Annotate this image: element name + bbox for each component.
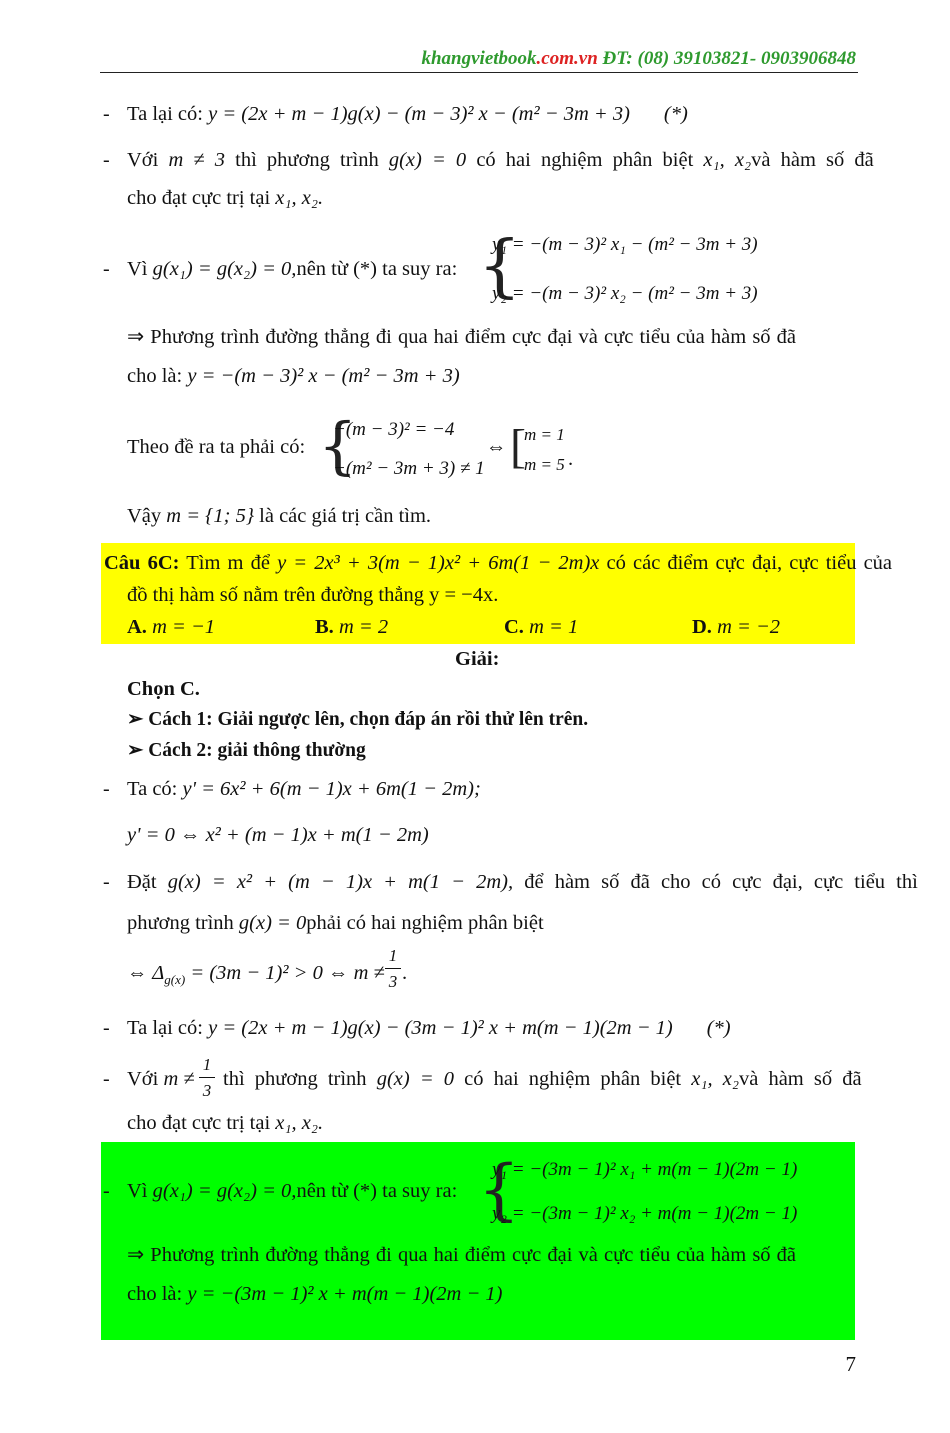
- line-4: Vì g(x₁) = g(x₂) = 0,nên từ (*) ta suy ra:: [127, 258, 458, 280]
- system-row: −(m − 3)² = −4: [333, 419, 455, 440]
- step-8: cho đạt cực trị tại x₁, x₂.: [127, 1112, 324, 1134]
- step-10: ⇒ Phương trình đường thẳng đi qua hai điểm cực đại và cực tiểu của hàm số đã: [127, 1244, 797, 1266]
- fraction-den: 3: [388, 972, 398, 991]
- bullet-dash: -: [103, 1017, 110, 1039]
- line-1: Ta lại có: y = (2x + m − 1)g(x) − (m − 3)² x − (m² − 3m + 3) (*): [127, 103, 688, 125]
- step-5: ⇔ $\Delta_{g(x)} = (3m - 1)^2 > 0$ ⇔ m ≠: [127, 962, 385, 988]
- step-1: Ta có: y' = 6x² + 6(m − 1)x + 6m(1 − 2m);: [127, 778, 481, 800]
- period: .: [568, 448, 574, 470]
- brace-icon: {: [478, 227, 522, 306]
- step-3: Đặt g(x) = x² + (m − 1)x + m(1 − 2m), để hàm số đã cho có cực đại, cực tiểu thì: [127, 871, 918, 893]
- system-row: −(m² − 3m + 3) ≠ 1: [333, 458, 485, 479]
- line-5: ⇒ Phương trình đường thẳng đi qua hai điểm cực đại và cực tiểu của hàm số đã: [127, 326, 797, 348]
- option-c: C. m = 1: [504, 616, 579, 638]
- question-line-2: đồ thị hàm số nằm trên đường thẳng y = −4x.: [127, 584, 499, 606]
- way-1: ➢ Cách 1: Giải ngược lên, chọn đáp án rồi thử lên trên.: [127, 709, 589, 730]
- line-7: Theo đề ra ta phải có:: [127, 436, 306, 458]
- bullet-dash: -: [103, 103, 110, 125]
- page-number: 7: [845, 1352, 856, 1376]
- brace-icon: {: [478, 1151, 520, 1228]
- fraction-num: 1: [388, 946, 398, 965]
- fraction-bar: [199, 1077, 215, 1078]
- line-6: cho là: y = −(m − 3)² x − (m² − 3m + 3): [127, 365, 460, 387]
- solution-choice: Chọn C.: [127, 678, 200, 700]
- step-7-a: Với m ≠: [127, 1068, 195, 1090]
- step-2: y' = 0 ⇔ x² + (m − 1)x + m(1 − 2m): [127, 824, 429, 846]
- fraction-num: 1: [202, 1055, 212, 1074]
- system-row: y₂ = −(3m − 1)² x₂ + m(m − 1)(2m − 1): [492, 1203, 798, 1224]
- header-rule: [100, 72, 858, 73]
- option-b: B. m = 2: [315, 616, 389, 638]
- brace-icon: {: [318, 409, 358, 482]
- step-11: cho là: y = −(3m − 1)² x + m(m − 1)(2m − 1): [127, 1283, 503, 1305]
- fraction-den: 3: [202, 1081, 212, 1100]
- line-3: cho đạt cực trị tại x₁, x₂.: [127, 187, 324, 209]
- header-site: khangvietbook.com.vn ĐT: (08) 39103821- 0903906848: [421, 48, 856, 69]
- bullet-dash: -: [103, 778, 110, 800]
- system-row: m = 5: [524, 455, 565, 474]
- way-2: ➢ Cách 2: giải thông thường: [127, 740, 366, 761]
- line-8: Vậy m = {1; 5} là các giá trị cần tìm.: [127, 505, 432, 527]
- bullet-dash: -: [103, 1068, 110, 1090]
- option-a: A. m = −1: [127, 616, 216, 638]
- system-row: y₁ = −(m − 3)² x₁ − (m² − 3m + 3): [492, 234, 758, 255]
- system-row: y₂ = −(m − 3)² x₂ − (m² − 3m + 3): [492, 283, 758, 304]
- bullet-dash: -: [103, 1180, 110, 1202]
- period: .: [402, 962, 408, 984]
- question-line-1: Câu 6C: Tìm m để y = 2x³ + 3(m − 1)x² + 6m(1 − 2m)x có các điểm cực đại, cực tiểu của: [104, 552, 893, 574]
- system-row: m = 1: [524, 425, 565, 444]
- step-9: Vì g(x₁) = g(x₂) = 0,nên từ (*) ta suy ra:: [127, 1180, 458, 1202]
- fraction-bar: [385, 968, 401, 969]
- step-7-b: thì phương trình g(x) = 0 có hai nghiệm phân biệt x₁, x₂và hàm số đã: [223, 1068, 862, 1090]
- line-2: Với m ≠ 3 thì phương trình g(x) = 0 có hai nghiệm phân biệt x₁, x₂và hàm số đã: [127, 149, 874, 171]
- equivalence: ⇔: [486, 436, 507, 458]
- system-row: y₁ = −(3m − 1)² x₁ + m(m − 1)(2m − 1): [492, 1159, 798, 1180]
- step-4: phương trình g(x) = 0phải có hai nghiệm phân biệt: [127, 912, 544, 934]
- bracket-icon: [: [510, 420, 526, 473]
- option-d: D. m = −2: [692, 616, 781, 638]
- bullet-dash: -: [103, 871, 110, 893]
- bullet-dash: -: [103, 149, 110, 171]
- bullet-dash: -: [103, 258, 110, 280]
- solution-title: Giải:: [455, 648, 500, 670]
- step-6: Ta lại có: y = (2x + m − 1)g(x) − (3m − 1)² x + m(m − 1)(2m − 1) (*): [127, 1017, 731, 1039]
